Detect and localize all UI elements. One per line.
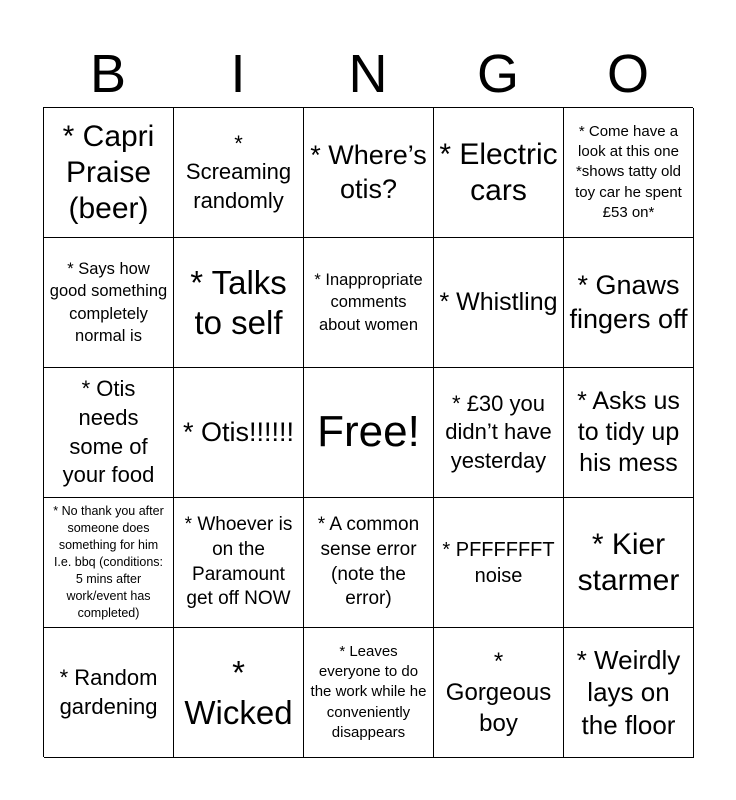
bingo-header xyxy=(43,40,693,108)
cell-text: * Screaming randomly xyxy=(185,130,292,213)
bingo-cell-r1c3[interactable] xyxy=(304,108,434,238)
bingo-cell-r5c4[interactable] xyxy=(434,628,564,758)
cell-text: * A common sense error (note the error) xyxy=(317,514,420,610)
cell-text: Free! xyxy=(317,407,420,457)
cell-text: * Kier starmer xyxy=(577,527,680,597)
cell-text: * Otis!!!!!! xyxy=(182,416,295,447)
cell-text: * Gorgeous boy xyxy=(445,647,552,738)
bingo-cell-r2c5[interactable] xyxy=(564,238,694,368)
bingo-cell-r5c3[interactable] xyxy=(304,628,434,758)
header-letter-b: B xyxy=(89,44,127,104)
bingo-cell-r5c5[interactable] xyxy=(564,628,694,758)
bingo-cell-r3c1[interactable] xyxy=(44,368,174,498)
cell-text: * No thank you after someone does something for him I.e. bbq (conditions: 5 mins after work/event has completed) xyxy=(53,504,164,620)
bingo-cell-r4c4[interactable] xyxy=(434,498,564,628)
bingo-cell-r4c1[interactable] xyxy=(44,498,174,628)
bingo-cell-r1c5[interactable] xyxy=(564,108,694,238)
header-letter-n: N xyxy=(348,44,388,104)
cell-text: * Gnaws fingers off xyxy=(569,269,688,334)
cell-text: * Whistling xyxy=(439,288,558,317)
bingo-cell-r1c4[interactable] xyxy=(434,108,564,238)
cell-text: * Whoever is on the Paramount get off NOW xyxy=(184,514,293,610)
header-letter-o: O xyxy=(606,44,649,104)
cell-text: * PFFFFFFT noise xyxy=(442,538,555,587)
cell-text: * Leaves everyone to do the work while he conveniently disappears xyxy=(310,642,427,741)
bingo-cell-r2c1[interactable] xyxy=(44,238,174,368)
cell-text: * Where’s otis? xyxy=(310,139,427,204)
cell-text: * Random gardening xyxy=(59,664,158,719)
bingo-cell-r4c2[interactable] xyxy=(174,498,304,628)
cell-text: * Weirdly lays on the floor xyxy=(576,644,681,740)
bingo-cell-r1c2[interactable] xyxy=(174,108,304,238)
bingo-cell-r2c4[interactable] xyxy=(434,238,564,368)
bingo-cell-r4c5[interactable] xyxy=(564,498,694,628)
bingo-cell-r3c2[interactable] xyxy=(174,368,304,498)
bingo-cell-r2c2[interactable] xyxy=(174,238,304,368)
cell-text: * Come have a look at this one *shows tatty old toy car he spent £53 on* xyxy=(575,122,682,221)
cell-text: * £30 you didn’t have yesterday xyxy=(445,390,552,473)
bingo-cell-r1c1[interactable] xyxy=(44,108,174,238)
bingo-cell-r3c3[interactable] xyxy=(304,368,434,498)
cell-text: * Inappropriate comments about women xyxy=(314,271,423,334)
header-letter-g: G xyxy=(476,44,519,104)
bingo-cell-r4c3[interactable] xyxy=(304,498,434,628)
bingo-cell-r5c1[interactable] xyxy=(44,628,174,758)
cell-text: * Capri Praise (beer) xyxy=(62,119,155,225)
bingo-cell-r3c4[interactable] xyxy=(434,368,564,498)
cell-text: * Otis needs some of your food xyxy=(62,376,155,488)
bingo-cell-r2c3[interactable] xyxy=(304,238,434,368)
cell-text: * Electric cars xyxy=(439,137,558,207)
cell-text: * Says how good something completely normal is xyxy=(49,259,168,345)
bingo-cell-r5c2[interactable] xyxy=(174,628,304,758)
bingo-cell-r3c5[interactable] xyxy=(564,368,694,498)
cell-text: * Wicked xyxy=(184,653,293,731)
cell-text: * Asks us to tidy up his mess xyxy=(577,386,680,478)
bingo-grid xyxy=(43,107,693,757)
cell-text: * Talks to self xyxy=(190,263,287,341)
header-letter-i: I xyxy=(230,44,246,104)
